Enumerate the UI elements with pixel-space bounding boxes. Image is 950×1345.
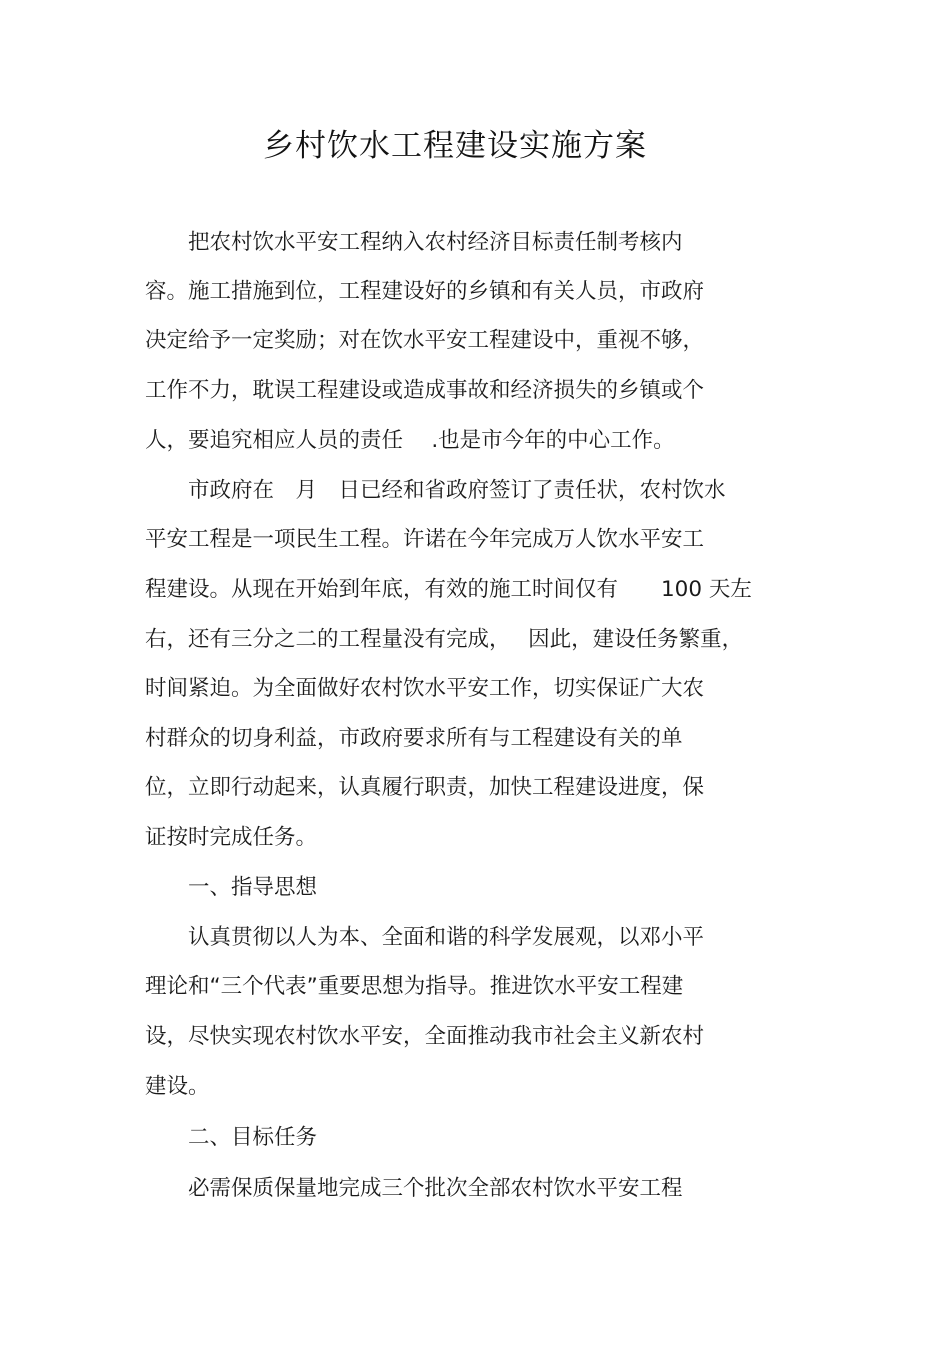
text-line: 市政府在 月 日已经和省政府签订了责任状，农村饮水 [145, 478, 726, 503]
text-line: 容。施工措施到位，工程建设好的乡镇和有关人员，市政府 [145, 279, 705, 304]
text-line: 证按时完成任务。 [145, 825, 318, 850]
section-heading: 二、目标任务 [145, 1125, 318, 1150]
text-line: 右，还有三分之二的工程量没有完成， 因此，建设任务繁重， [145, 627, 744, 652]
text-line: 理论和“三个代表”重要思想为指导。推进饮水平安工程建 [145, 974, 684, 999]
text-line: 设，尽快实现农村饮水平安，全面推动我市社会主义新农村 [145, 1024, 705, 1049]
text-line: 平安工程是一项民生工程。许诺在今年完成万人饮水平安工 [145, 527, 705, 552]
text-line: 工作不力，耽误工程建设或造成事故和经济损失的乡镇或个 [145, 378, 705, 403]
text-line: 时间紧迫。为全面做好农村饮水平安工作，切实保证广大农 [145, 676, 705, 701]
text-line: 决定给予一定奖励；对在饮水平安工程建设中，重视不够， [145, 328, 705, 353]
text-line: 必需保质保量地完成三个批次全部农村饮水平安工程 [145, 1176, 683, 1201]
text-line: 村群众的切身利益，市政府要求所有与工程建设有关的单 [145, 726, 683, 751]
text-line: 位，立即行动起来，认真履行职责，加快工程建设进度，保 [145, 775, 705, 800]
document-title: 乡村饮水工程建设实施方案 [263, 128, 647, 164]
text-line: 认真贯彻以人为本、全面和谐的科学发展观，以邓小平 [145, 925, 705, 950]
text-line: 建设。 [145, 1074, 210, 1099]
text-line: 把农村饮水平安工程纳入农村经济目标责任制考核内 [145, 230, 683, 255]
text-line: 程建设。从现在开始到年底，有效的施工时间仅有 100 天左 [145, 577, 752, 602]
section-heading: 一、指导思想 [145, 875, 318, 900]
text-line: 人，要追究相应人员的责任 .也是市今年的中心工作。 [145, 428, 675, 453]
